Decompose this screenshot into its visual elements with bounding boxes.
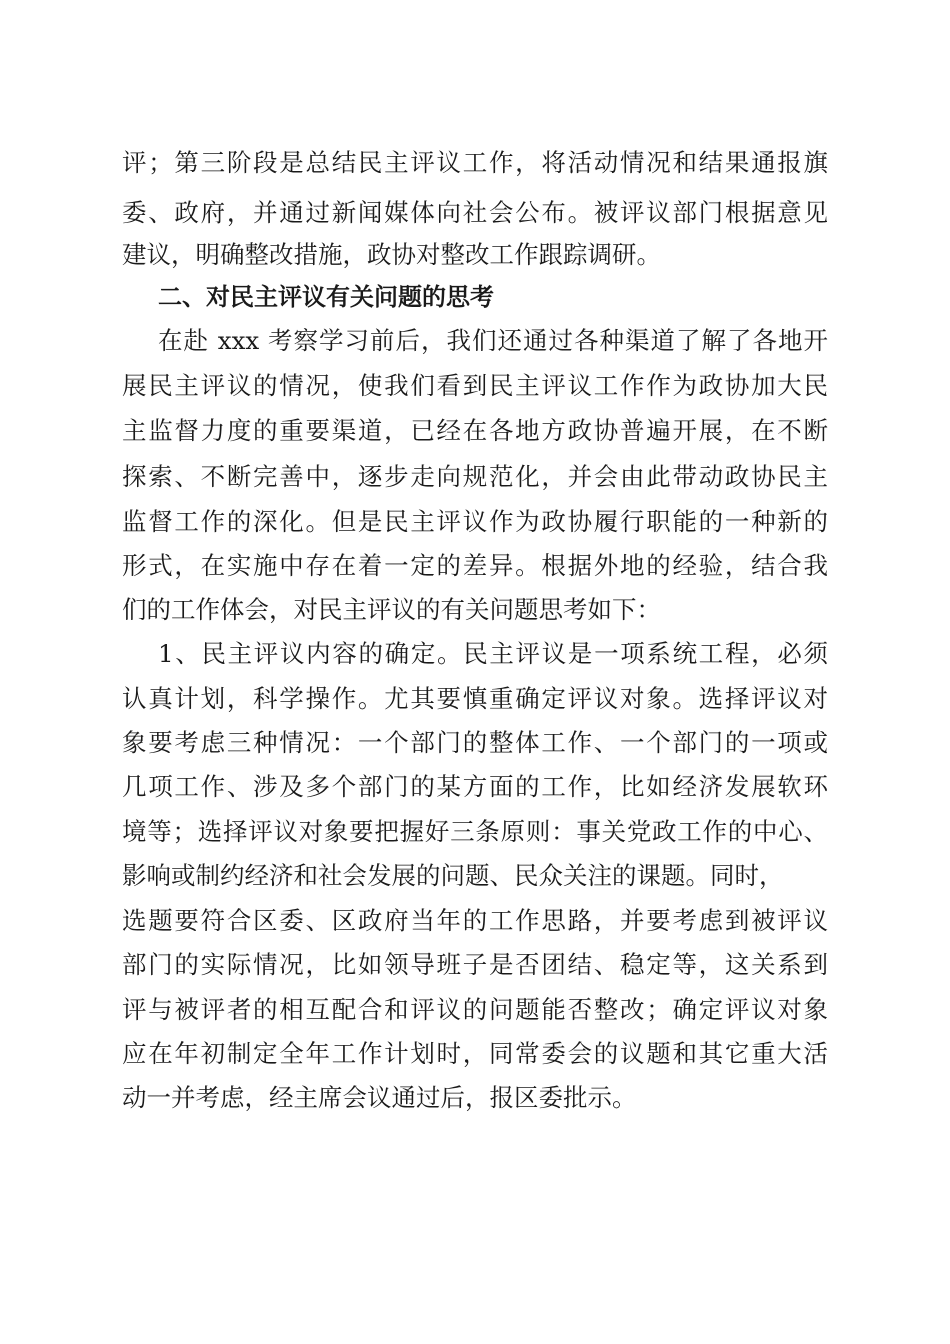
text-line: 象要考虑三种情况：一个部门的整体工作、一个部门的一项或	[122, 728, 828, 757]
text-line: 1、民主评议内容的确定。民主评议是一项系统工程，必须	[158, 639, 828, 668]
text-line: 建议，明确整改措施，政协对整改工作跟踪调研。	[122, 240, 661, 269]
text-line: 探索、不断完善中，逐步走向规范化，并会由此带动政协民主	[122, 462, 828, 491]
text-line: 形式，在实施中存在着一定的差异。根据外地的经验，结合我	[122, 551, 828, 580]
text-line: 境等；选择评议对象要把握好三条原则：事关党政工作的中心、	[122, 817, 828, 846]
text-line: 评与被评者的相互配合和评议的问题能否整改；确定评议对象	[122, 995, 828, 1024]
text-line: 部门的实际情况，比如领导班子是否团结、稳定等，这关系到	[122, 950, 828, 979]
text-line: 委、政府，并通过新闻媒体向社会公布。被评议部门根据意见	[122, 198, 828, 227]
section-heading: 二、对民主评议有关问题的思考	[158, 283, 494, 311]
text-line: 在赴 xxx 考察学习前后，我们还通过各种渠道了解了各地开	[158, 326, 828, 355]
text-line: 影响或制约经济和社会发展的问题、民众关注的课题。同时，	[122, 861, 784, 890]
text-line: 监督工作的深化。但是民主评议作为政协履行职能的一种新的	[122, 507, 828, 536]
text-line: 选题要符合区委、区政府当年的工作思路，并要考虑到被评议	[122, 906, 828, 935]
text-line: 应在年初制定全年工作计划时，同常委会的议题和其它重大活	[122, 1039, 828, 1068]
text-line: 几项工作、涉及多个部门的某方面的工作，比如经济发展软环	[122, 772, 828, 801]
text-line: 主监督力度的重要渠道，已经在各地方政协普遍开展，在不断	[122, 416, 828, 445]
text-line: 展民主评议的情况，使我们看到民主评议工作作为政协加大民	[122, 371, 828, 400]
text-line: 评；第三阶段是总结民主评议工作，将活动情况和结果通报旗	[122, 148, 828, 177]
text-line: 认真计划，科学操作。尤其要慎重确定评议对象。选择评议对	[122, 684, 828, 713]
text-line: 动一并考虑，经主席会议通过后，报区委批示。	[122, 1083, 637, 1112]
text-line: 们的工作体会，对民主评议的有关问题思考如下：	[122, 595, 661, 624]
